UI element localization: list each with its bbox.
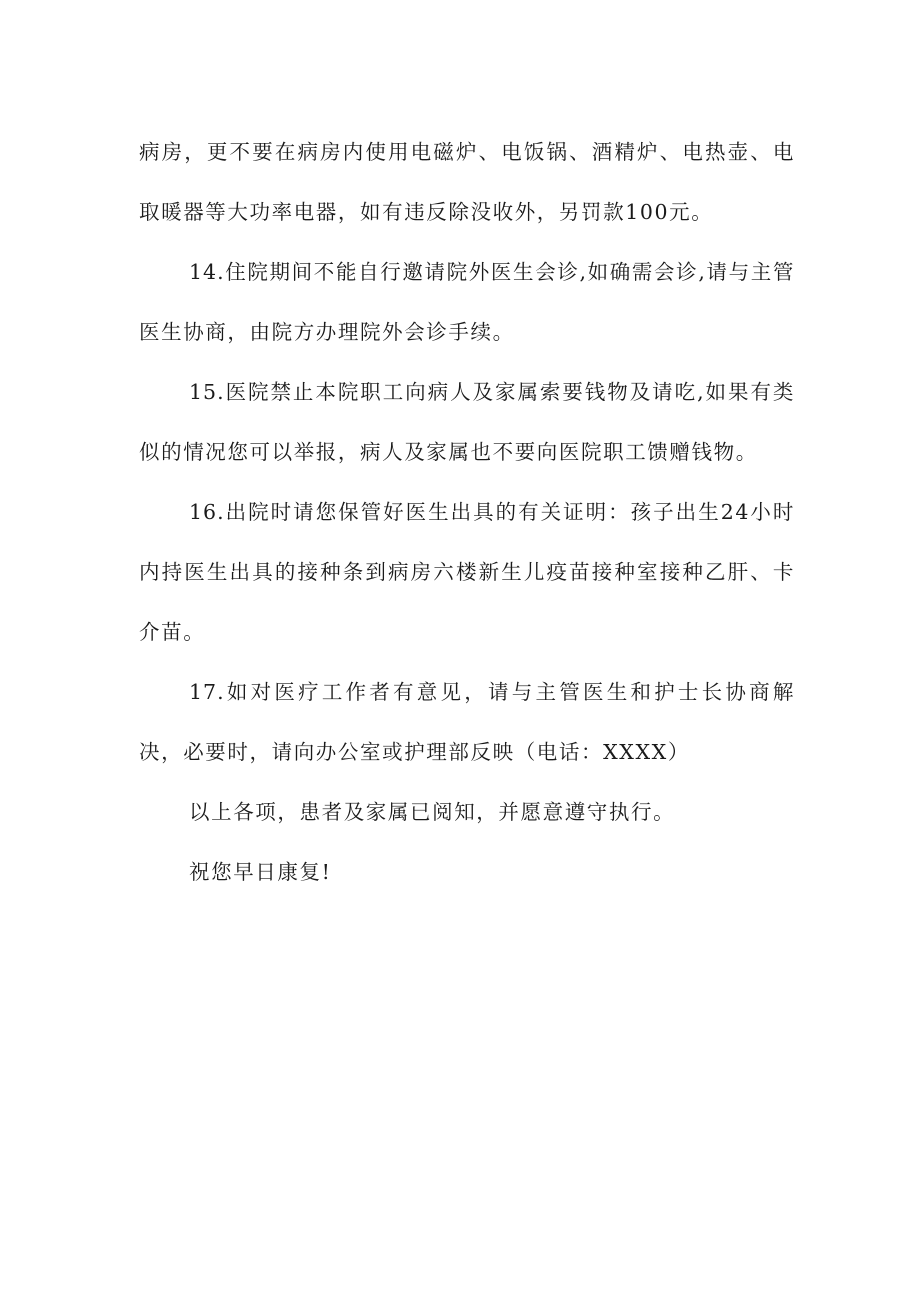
paragraph-text: .住院期间不能自行邀请院外医生会诊,如确需会诊,请与主管医生协商，由院方办理院外会诊手续。 [139, 260, 795, 344]
paragraph-text: .如对医疗工作者有意见，请与主管医生和护士长协商解决，必要时，请向办公室或护理部反映（电话：XXXX） [139, 680, 795, 764]
acknowledgement-line: 以上各项，患者及家属已阅知，并愿意遵守执行。 [189, 800, 676, 824]
paragraph-15 [139, 362, 795, 482]
paragraph-text: .出院时请您保管好医生出具的有关证明：孩子出生24小时内持医生出具的接种条到病房六楼新生儿疫苗接种室接种乙肝、卡介苗。 [139, 500, 795, 644]
item-number: 14 [189, 260, 218, 284]
paragraph-16 [139, 482, 795, 662]
item-number: 17 [189, 680, 218, 704]
item-number: 16 [189, 500, 218, 524]
item-number: 15 [189, 380, 218, 404]
paragraph-14 [139, 242, 795, 362]
document-body [139, 122, 795, 902]
closing-wish: 祝您早日康复! [189, 860, 332, 884]
paragraph-text: .医院禁止本院职工向病人及家属索要钱物及请吃,如果有类似的情况您可以举报，病人及家属也不要向医院职工馈赠钱物。 [139, 380, 795, 464]
paragraph-17 [139, 662, 795, 782]
paragraph-13-continuation [139, 122, 795, 242]
paragraph-text: 病房，更不要在病房内使用电磁炉、电饭锅、酒精炉、电热壶、电取暖器等大功率电器，如有违反除没收外，另罚款100元。 [139, 140, 795, 224]
